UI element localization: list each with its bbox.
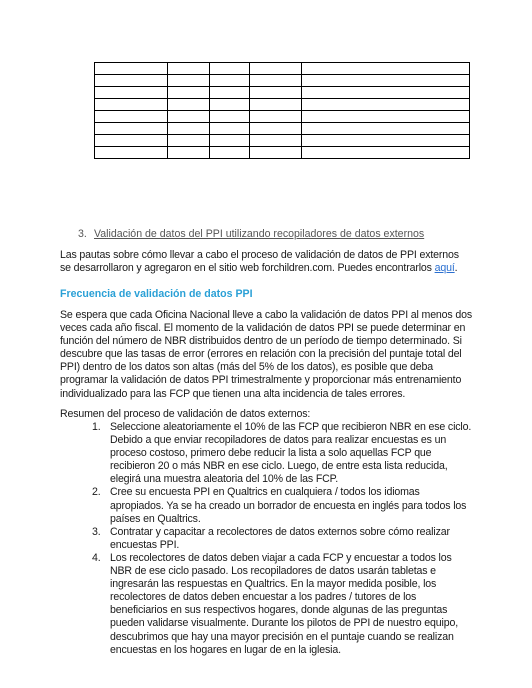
table-cell — [167, 123, 209, 135]
step-number: 2. — [92, 486, 101, 499]
table-cell — [209, 147, 249, 159]
list-item — [60, 552, 475, 657]
table-cell — [249, 135, 302, 147]
section-title: Validación de datos del PPI utilizando recopiladores de datos externos — [94, 228, 425, 240]
table-cell — [95, 135, 168, 147]
table-cell — [249, 123, 302, 135]
frequency-heading: Frecuencia de validación de datos PPI — [60, 288, 253, 300]
steps-list — [60, 421, 475, 657]
step-number: 1. — [92, 421, 101, 433]
link-aqui[interactable]: aquí — [434, 262, 455, 275]
table-cell — [209, 63, 249, 75]
table-cell — [95, 75, 168, 87]
table-cell — [209, 99, 249, 111]
step-number: 3. — [92, 525, 101, 538]
table-cell — [95, 147, 168, 159]
table-cell — [95, 111, 168, 123]
intro-paragraph — [60, 249, 472, 275]
step-number: 4. — [92, 551, 101, 564]
step-text: Seleccione aleatoriamente el 10% de las FCP que recibieron NBR en ese ciclo. Debido a que enviar recopiladores de datos para realizar encuestas es un proceso costoso, primero debe reducir la lista a solo aquellas FCP que recibieron 20 o más NBR en ese ciclo. Luego, de entre esta lista reducida, elegirá una muestra aleatoria del 10% de las FCP. — [110, 421, 472, 486]
table-cell — [209, 135, 249, 147]
table-row — [95, 123, 470, 135]
table-cell — [167, 87, 209, 99]
table-row — [95, 75, 470, 87]
section-heading — [78, 228, 424, 241]
step-text: Contratar y capacitar a recolectores de datos externos sobre cómo realizar encuestas PPI. — [110, 525, 450, 551]
table-cell — [302, 123, 470, 135]
frequency-paragraph: Se espera que cada Oficina Nacional lleve a cabo la validación de datos PPI al menos dos veces cada año fiscal. El momento de la validación de datos PPI se puede determinar en función del número de NBR distribuidos dentro de un período de tiempo determinado. Si descubre que las tasas de error (errores en relación con la precisión del puntaje total del PPI) dentro de los datos son altas (más del 5% de los datos), es posible que deba programar la validación de datos PPI trimestralmente y proporcionar más entrenamiento individualizado para las FCP que tienen una alta incidencia de tales errores. — [60, 309, 472, 400]
table-cell — [302, 99, 470, 111]
list-item — [60, 486, 475, 525]
table-cell — [302, 135, 470, 147]
table-cell — [167, 63, 209, 75]
list-item — [60, 526, 475, 552]
intro-end: . — [454, 262, 458, 275]
summary-lead: Resumen del proceso de validación de datos externos: — [60, 408, 311, 420]
table-cell — [209, 87, 249, 99]
table-cell — [249, 75, 302, 87]
intro-text: Las pautas sobre cómo llevar a cabo el proceso de validación de datos de PPI externos se desarrollaron y agregaron en el sitio web forchildren.com. Puedes encontrarlos — [60, 249, 459, 275]
table-cell — [249, 63, 302, 75]
table-cell — [95, 87, 168, 99]
table-cell — [249, 147, 302, 159]
table-cell — [167, 111, 209, 123]
empty-table — [94, 62, 470, 159]
list-item — [60, 421, 475, 486]
table-cell — [302, 63, 470, 75]
table-cell — [167, 75, 209, 87]
table-cell — [249, 87, 302, 99]
table-cell — [302, 147, 470, 159]
table-row — [95, 147, 470, 159]
step-text: Cree su encuesta PPI en Qualtrics en cualquiera / todos los idiomas apropiados. Ya se ha creado un borrador de encuesta en inglés para todos los países en Qualtrics. — [110, 486, 467, 525]
table-row — [95, 99, 470, 111]
table-cell — [302, 111, 470, 123]
table-cell — [302, 87, 470, 99]
table-cell — [167, 147, 209, 159]
table-cell — [249, 99, 302, 111]
table-row — [95, 111, 470, 123]
table-cell — [95, 99, 168, 111]
table-row — [95, 87, 470, 99]
table-cell — [95, 63, 168, 75]
table-cell — [167, 135, 209, 147]
table-row — [95, 135, 470, 147]
section-number: 3. — [78, 228, 87, 240]
step-text: Los recolectores de datos deben viajar a cada FCP y encuestar a todos los NBR de ese ciclo pasado. Los recopiladores de datos usarán tabletas e ingresarán las respuestas en Qualtrics. En la mayor medida posible, los recolectores de datos deben encuestar a los padres / tutores de los beneficiarios en sus respectivos hogares, donde algunas de las preguntas pueden validarse visualmente. Durante los pilotos de PPI de nuestro equipo, descubrimos que hay una mayor precisión en el puntaje cuando se realizan encuestas en los hogares en lugar de en la iglesia. — [110, 551, 458, 656]
table-cell — [95, 123, 168, 135]
table-cell — [167, 99, 209, 111]
table-cell — [209, 123, 249, 135]
table-cell — [302, 75, 470, 87]
table-row — [95, 63, 470, 75]
table-cell — [209, 75, 249, 87]
table-cell — [249, 111, 302, 123]
table-cell — [209, 111, 249, 123]
